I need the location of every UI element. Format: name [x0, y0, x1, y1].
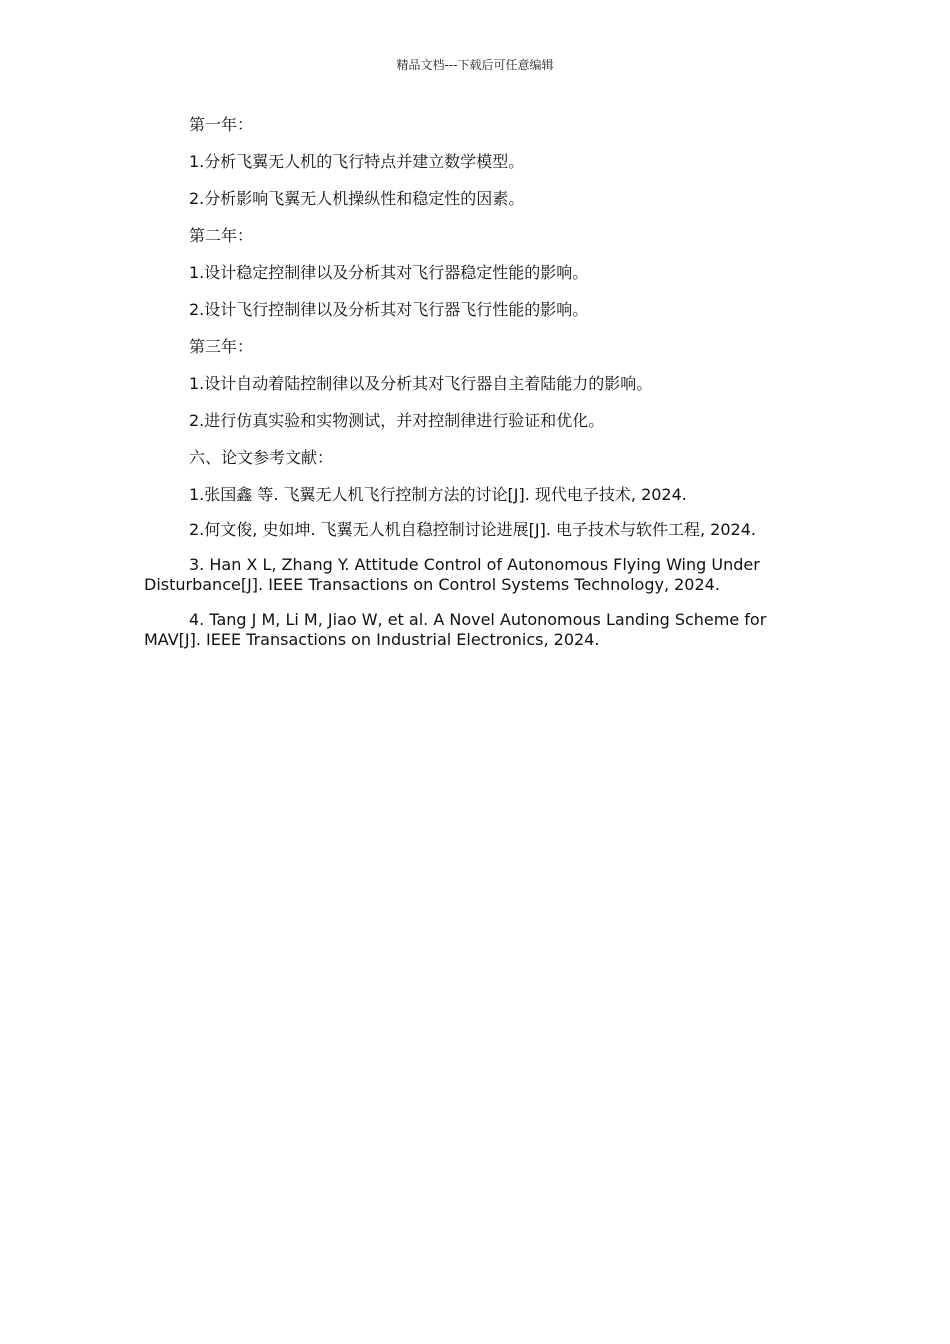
year-one-heading: 第一年： — [189, 115, 254, 134]
page-header: 精品文档---下载后可任意编辑 — [396, 58, 554, 72]
reference-item: 1.张国鑫 等. 飞翼无人机飞行控制方法的讨论[J]. 现代电子技术, 2024. — [189, 485, 687, 504]
reference-item: 4. Tang J M, Li M, Jiao W, et al. A Novel Autonomous Landing Scheme for MAV[J]. IEEE Transactions on Industrial Electronics, 2024. — [144, 610, 767, 649]
year-two-item-1: 1.设计稳定控制律以及分析其对飞行器稳定性能的影响。 — [189, 263, 589, 282]
reference-item: 3. Han X L, Zhang Y. Attitude Control of Autonomous Flying Wing Under Disturbance[J]. IEEE Transactions on Control Systems Technology, 2024. — [144, 555, 760, 594]
year-three-item-1: 1.设计自动着陆控制律以及分析其对飞行器自主着陆能力的影响。 — [189, 374, 653, 393]
references-heading: 六、论文参考文献： — [189, 448, 334, 467]
reference-item: 2.何文俊, 史如坤. 飞翼无人机自稳控制讨论进展[J]. 电子技术与软件工程, 2024. — [189, 520, 756, 539]
year-one-item-2: 2.分析影响飞翼无人机操纵性和稳定性的因素。 — [189, 189, 525, 208]
year-two-item-2: 2.设计飞行控制律以及分析其对飞行器飞行性能的影响。 — [189, 300, 589, 319]
year-three-item-2: 2.进行仿真实验和实物测试，并对控制律进行验证和优化。 — [189, 411, 605, 430]
document-body — [144, 115, 804, 650]
year-two-heading: 第二年： — [189, 226, 254, 245]
year-one-item-1: 1.分析飞翼无人机的飞行特点并建立数学模型。 — [189, 152, 525, 171]
year-three-heading: 第三年： — [189, 337, 254, 356]
